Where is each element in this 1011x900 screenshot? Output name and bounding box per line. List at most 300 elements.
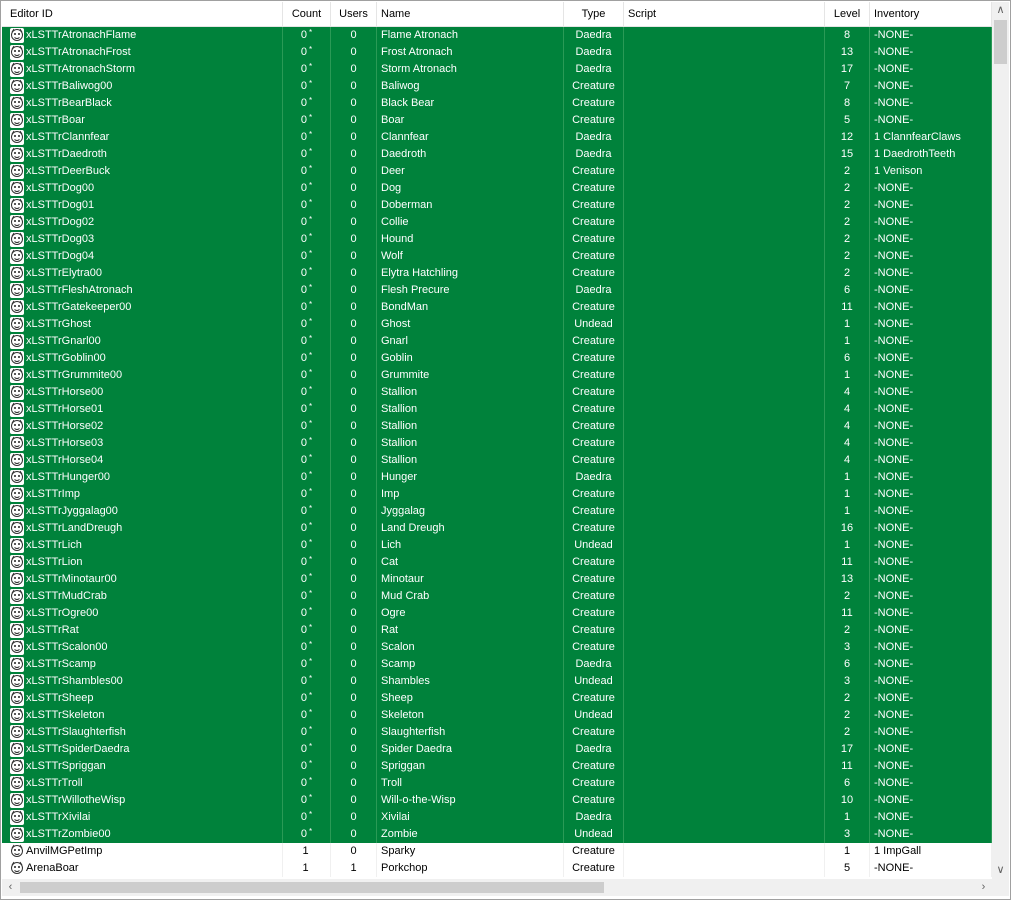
users-value: 0 <box>350 267 357 279</box>
editor-id-cell[interactable] <box>2 27 283 44</box>
type-value: Creature <box>572 216 615 228</box>
table-row[interactable] <box>2 792 992 809</box>
inventory-cell <box>870 775 992 792</box>
script-cell <box>624 435 825 452</box>
type-value: Creature <box>572 199 615 211</box>
count-mark: * <box>309 538 313 547</box>
name-cell <box>377 112 564 129</box>
editor-id-cell[interactable] <box>2 622 283 639</box>
level-value: 1 <box>843 811 851 823</box>
editor-id-cell[interactable] <box>2 180 283 197</box>
count-cell <box>283 792 331 809</box>
users-value: 0 <box>350 675 357 687</box>
editor-id-cell[interactable] <box>2 435 283 452</box>
count-mark: * <box>309 504 313 513</box>
table-row[interactable] <box>2 197 992 214</box>
table-row[interactable] <box>2 333 992 350</box>
column-header-type[interactable]: Type <box>564 2 624 26</box>
inventory-value: -NONE- <box>874 505 914 517</box>
table-row[interactable] <box>2 673 992 690</box>
table-row[interactable] <box>2 180 992 197</box>
table-row[interactable] <box>2 384 992 401</box>
name-cell <box>377 146 564 163</box>
inventory-cell <box>870 520 992 537</box>
type-value: Creature <box>572 862 615 874</box>
users-value: 0 <box>350 658 357 670</box>
users-cell <box>331 350 377 367</box>
type-cell <box>564 724 624 741</box>
name-value: Deer <box>381 165 405 177</box>
name-cell <box>377 316 564 333</box>
table-row[interactable] <box>2 316 992 333</box>
users-value: 0 <box>350 369 357 381</box>
inventory-value: -NONE- <box>874 522 914 534</box>
editor-id-cell[interactable] <box>2 843 283 860</box>
inventory-cell <box>870 418 992 435</box>
editor-id-cell[interactable] <box>2 571 283 588</box>
users-cell <box>331 792 377 809</box>
editor-id-cell[interactable] <box>2 282 283 299</box>
npc-face-icon <box>10 198 24 213</box>
table-row[interactable] <box>2 299 992 316</box>
editor-id-text: xLSTTrDog02 <box>26 216 95 228</box>
users-cell <box>331 299 377 316</box>
editor-id-cell[interactable] <box>2 537 283 554</box>
editor-id-cell[interactable] <box>2 554 283 571</box>
count-cell <box>283 571 331 588</box>
table-row[interactable] <box>2 690 992 707</box>
editor-id-cell[interactable] <box>2 112 283 129</box>
name-value: Zombie <box>381 828 418 840</box>
editor-id-text: xLSTTrAtronachStorm <box>26 63 136 75</box>
type-value: Daedra <box>575 811 612 823</box>
name-value: Wolf <box>381 250 403 262</box>
inventory-value: -NONE- <box>874 641 914 653</box>
type-cell <box>564 197 624 214</box>
type-cell <box>564 350 624 367</box>
horizontal-scrollbar[interactable] <box>2 879 992 896</box>
editor-id-cell[interactable] <box>2 588 283 605</box>
editor-id-text: xLSTTrScalon00 <box>26 641 108 653</box>
editor-id-cell[interactable] <box>2 214 283 231</box>
users-value: 0 <box>350 216 357 228</box>
type-cell <box>564 554 624 571</box>
editor-id-cell[interactable] <box>2 129 283 146</box>
editor-id-cell[interactable] <box>2 707 283 724</box>
name-value: Land Dreugh <box>381 522 445 534</box>
script-cell <box>624 367 825 384</box>
editor-id-cell[interactable] <box>2 775 283 792</box>
npc-face-icon <box>10 266 24 281</box>
editor-id-cell[interactable] <box>2 486 283 503</box>
table-row[interactable] <box>2 537 992 554</box>
table-row[interactable] <box>2 571 992 588</box>
name-value: Troll <box>381 777 402 789</box>
inventory-cell <box>870 435 992 452</box>
editor-id-cell[interactable] <box>2 146 283 163</box>
name-value: Stallion <box>381 437 418 449</box>
inventory-value: -NONE- <box>874 658 914 670</box>
type-value: Creature <box>572 505 615 517</box>
editor-id-cell[interactable] <box>2 44 283 61</box>
editor-id-cell[interactable] <box>2 758 283 775</box>
type-cell <box>564 503 624 520</box>
script-cell <box>624 197 825 214</box>
inventory-value: -NONE- <box>874 607 914 619</box>
editor-id-cell[interactable] <box>2 520 283 537</box>
users-value: 1 <box>350 862 357 874</box>
count-cell <box>283 418 331 435</box>
npc-face-icon <box>10 436 24 451</box>
type-value: Creature <box>572 369 615 381</box>
name-cell <box>377 860 564 877</box>
table-row[interactable] <box>2 214 992 231</box>
inventory-value: -NONE- <box>874 233 914 245</box>
inventory-value: -NONE- <box>874 352 914 364</box>
name-value: Ghost <box>381 318 411 330</box>
type-cell <box>564 299 624 316</box>
inventory-cell <box>870 843 992 860</box>
table-row[interactable] <box>2 350 992 367</box>
script-cell <box>624 180 825 197</box>
editor-id-cell[interactable] <box>2 248 283 265</box>
table-row[interactable] <box>2 656 992 673</box>
users-value: 0 <box>350 131 357 143</box>
name-cell <box>377 503 564 520</box>
horizontal-scroll-thumb[interactable] <box>20 882 604 893</box>
users-value: 0 <box>350 420 357 432</box>
count-value: 0 <box>300 131 307 143</box>
type-value: Creature <box>572 607 615 619</box>
type-value: Daedra <box>575 46 612 58</box>
column-header-level[interactable]: Level <box>825 2 870 26</box>
editor-id-cell[interactable] <box>2 333 283 350</box>
name-value: Daedroth <box>381 148 427 160</box>
inventory-value: -NONE- <box>874 709 914 721</box>
table-row[interactable] <box>2 809 992 826</box>
table-row[interactable] <box>2 554 992 571</box>
level-cell <box>825 486 870 503</box>
editor-id-cell[interactable] <box>2 299 283 316</box>
count-cell <box>283 248 331 265</box>
name-cell <box>377 180 564 197</box>
editor-id-cell[interactable] <box>2 792 283 809</box>
table-row[interactable] <box>2 78 992 95</box>
count-cell <box>283 469 331 486</box>
table-row[interactable] <box>2 112 992 129</box>
level-cell <box>825 469 870 486</box>
npc-face-icon <box>10 470 24 485</box>
inventory-cell <box>870 282 992 299</box>
npc-face-icon <box>10 606 24 621</box>
count-value: 0 <box>300 624 307 636</box>
table-row[interactable] <box>2 452 992 469</box>
table-row[interactable] <box>2 44 992 61</box>
type-cell <box>564 843 624 860</box>
inventory-cell <box>870 452 992 469</box>
count-cell <box>283 622 331 639</box>
column-header-editor-id[interactable]: Editor ID <box>2 2 283 26</box>
users-cell <box>331 503 377 520</box>
level-cell <box>825 792 870 809</box>
users-value: 0 <box>350 573 357 585</box>
users-value: 0 <box>350 692 357 704</box>
editor-id-text: xLSTTrImp <box>26 488 80 500</box>
name-value: Black Bear <box>381 97 435 109</box>
users-value: 0 <box>350 97 357 109</box>
users-value: 0 <box>350 471 357 483</box>
editor-id-cell[interactable] <box>2 605 283 622</box>
level-value: 1 <box>843 505 851 517</box>
inventory-cell <box>870 622 992 639</box>
users-cell <box>331 843 377 860</box>
editor-id-cell[interactable] <box>2 78 283 95</box>
table-row[interactable] <box>2 605 992 622</box>
name-value: Elytra Hatchling <box>381 267 459 279</box>
users-value: 0 <box>350 760 357 772</box>
inventory-cell <box>870 656 992 673</box>
table-row[interactable] <box>2 95 992 112</box>
type-value: Creature <box>572 420 615 432</box>
count-mark: * <box>309 130 313 139</box>
count-cell <box>283 197 331 214</box>
name-cell <box>377 384 564 401</box>
editor-id-cell[interactable] <box>2 61 283 78</box>
name-value: Porkchop <box>381 862 428 874</box>
editor-id-cell[interactable] <box>2 639 283 656</box>
count-cell <box>283 180 331 197</box>
editor-id-cell[interactable] <box>2 690 283 707</box>
table-row[interactable] <box>2 707 992 724</box>
table-row[interactable] <box>2 826 992 843</box>
table-row[interactable] <box>2 367 992 384</box>
table-row[interactable] <box>2 588 992 605</box>
level-value: 1 <box>843 845 851 857</box>
table-row[interactable] <box>2 27 992 44</box>
type-value: Creature <box>572 403 615 415</box>
editor-id-cell[interactable] <box>2 316 283 333</box>
level-cell <box>825 44 870 61</box>
editor-id-cell[interactable] <box>2 724 283 741</box>
editor-id-cell[interactable] <box>2 860 283 877</box>
inventory-cell <box>870 469 992 486</box>
table-row[interactable] <box>2 843 992 860</box>
editor-id-cell[interactable] <box>2 741 283 758</box>
editor-id-cell[interactable] <box>2 656 283 673</box>
table-row[interactable] <box>2 248 992 265</box>
users-value: 0 <box>350 386 357 398</box>
level-value: 2 <box>843 267 851 279</box>
column-header-count[interactable]: Count <box>283 2 331 26</box>
script-cell <box>624 741 825 758</box>
inventory-value: -NONE- <box>874 114 914 126</box>
vertical-scrollbar[interactable] <box>992 2 1009 879</box>
editor-id-cell[interactable] <box>2 367 283 384</box>
table-row[interactable] <box>2 520 992 537</box>
script-cell <box>624 214 825 231</box>
count-value: 0 <box>300 709 307 721</box>
table-row[interactable] <box>2 163 992 180</box>
name-value: Hunger <box>381 471 418 483</box>
count-cell <box>283 520 331 537</box>
editor-id-cell[interactable] <box>2 231 283 248</box>
column-header-users[interactable]: Users <box>331 2 377 26</box>
table-row[interactable] <box>2 282 992 299</box>
level-value: 2 <box>843 233 851 245</box>
users-value: 0 <box>350 828 357 840</box>
users-cell <box>331 44 377 61</box>
scroll-right-icon[interactable]: › <box>981 881 986 893</box>
inventory-value: -NONE- <box>874 862 914 874</box>
inventory-cell <box>870 214 992 231</box>
script-cell <box>624 605 825 622</box>
scroll-left-icon[interactable]: ‹ <box>8 881 13 893</box>
editor-id-cell[interactable] <box>2 95 283 112</box>
editor-id-cell[interactable] <box>2 401 283 418</box>
level-value: 16 <box>840 522 854 534</box>
script-cell <box>624 775 825 792</box>
table-row[interactable] <box>2 61 992 78</box>
name-value: Doberman <box>381 199 433 211</box>
table-row[interactable] <box>2 775 992 792</box>
name-value: Collie <box>381 216 409 228</box>
count-value: 0 <box>300 199 307 211</box>
editor-id-cell[interactable] <box>2 673 283 690</box>
users-cell <box>331 333 377 350</box>
editor-id-cell[interactable] <box>2 826 283 843</box>
count-mark: * <box>309 266 313 275</box>
type-value: Creature <box>572 726 615 738</box>
count-mark: * <box>309 674 313 683</box>
level-value: 2 <box>843 590 851 602</box>
type-cell <box>564 44 624 61</box>
users-value: 0 <box>350 80 357 92</box>
table-row[interactable] <box>2 724 992 741</box>
inventory-cell <box>870 78 992 95</box>
type-value: Creature <box>572 114 615 126</box>
name-value: Flame Atronach <box>381 29 459 41</box>
table-row[interactable] <box>2 401 992 418</box>
count-value: 0 <box>300 505 307 517</box>
column-header-inventory[interactable]: Inventory <box>870 2 992 26</box>
count-mark: * <box>309 487 313 496</box>
table-row[interactable] <box>2 503 992 520</box>
inventory-value: -NONE- <box>874 437 914 449</box>
count-cell <box>283 401 331 418</box>
users-value: 0 <box>350 182 357 194</box>
script-cell <box>624 452 825 469</box>
table-row[interactable] <box>2 486 992 503</box>
users-value: 0 <box>350 743 357 755</box>
level-cell <box>825 112 870 129</box>
count-cell <box>283 112 331 129</box>
table-row[interactable] <box>2 758 992 775</box>
count-cell <box>283 452 331 469</box>
editor-id-cell[interactable] <box>2 452 283 469</box>
type-value: Creature <box>572 182 615 194</box>
table-row[interactable] <box>2 469 992 486</box>
name-value: Slaughterfish <box>381 726 446 738</box>
editor-id-cell[interactable] <box>2 163 283 180</box>
type-value: Creature <box>572 165 615 177</box>
npc-face-icon <box>10 249 24 264</box>
inventory-cell <box>870 299 992 316</box>
script-cell <box>624 418 825 435</box>
inventory-value: -NONE- <box>874 267 914 279</box>
table-row[interactable] <box>2 435 992 452</box>
inventory-cell <box>870 384 992 401</box>
table-row[interactable] <box>2 639 992 656</box>
level-value: 1 <box>843 335 851 347</box>
count-value: 0 <box>300 386 307 398</box>
table-row[interactable] <box>2 146 992 163</box>
type-value: Creature <box>572 641 615 653</box>
count-mark: * <box>309 79 313 88</box>
editor-id-cell[interactable] <box>2 469 283 486</box>
count-value: 0 <box>300 233 307 245</box>
name-cell <box>377 775 564 792</box>
npc-face-icon <box>10 232 24 247</box>
count-value: 0 <box>300 46 307 58</box>
editor-id-cell[interactable] <box>2 809 283 826</box>
name-value: Lich <box>381 539 402 551</box>
name-cell <box>377 401 564 418</box>
table-row[interactable] <box>2 231 992 248</box>
column-header-name[interactable]: Name <box>377 2 564 26</box>
count-value: 0 <box>300 811 307 823</box>
script-cell <box>624 384 825 401</box>
editor-id-cell[interactable] <box>2 197 283 214</box>
table-row[interactable] <box>2 129 992 146</box>
scroll-up-icon[interactable]: ∧ <box>996 4 1005 16</box>
editor-id-text: xLSTTrClannfear <box>26 131 110 143</box>
count-value: 0 <box>300 182 307 194</box>
level-value: 1 <box>843 369 851 381</box>
name-value: Stallion <box>381 386 418 398</box>
editor-id-cell[interactable] <box>2 503 283 520</box>
count-cell <box>283 860 331 877</box>
table-row[interactable] <box>2 418 992 435</box>
npc-face-icon <box>10 62 24 77</box>
name-cell <box>377 690 564 707</box>
table-row[interactable] <box>2 860 992 877</box>
level-value: 2 <box>843 726 851 738</box>
type-value: Creature <box>572 760 615 772</box>
level-cell <box>825 401 870 418</box>
count-cell <box>283 333 331 350</box>
name-value: Sparky <box>381 845 416 857</box>
count-cell <box>283 639 331 656</box>
editor-id-text: xLSTTrElytra00 <box>26 267 103 279</box>
inventory-value: -NONE- <box>874 743 914 755</box>
editor-id-cell[interactable] <box>2 384 283 401</box>
table-row[interactable] <box>2 622 992 639</box>
name-cell <box>377 758 564 775</box>
npc-face-icon <box>10 827 24 842</box>
editor-id-cell[interactable] <box>2 418 283 435</box>
count-mark: * <box>309 62 313 71</box>
table-row[interactable] <box>2 741 992 758</box>
editor-id-cell[interactable] <box>2 265 283 282</box>
npc-face-icon <box>10 368 24 383</box>
vertical-scroll-thumb[interactable] <box>994 20 1007 64</box>
column-header-script[interactable]: Script <box>624 2 825 26</box>
editor-id-cell[interactable] <box>2 350 283 367</box>
level-cell <box>825 299 870 316</box>
table-row[interactable] <box>2 265 992 282</box>
scroll-down-icon[interactable]: ∨ <box>996 864 1005 876</box>
type-cell <box>564 401 624 418</box>
